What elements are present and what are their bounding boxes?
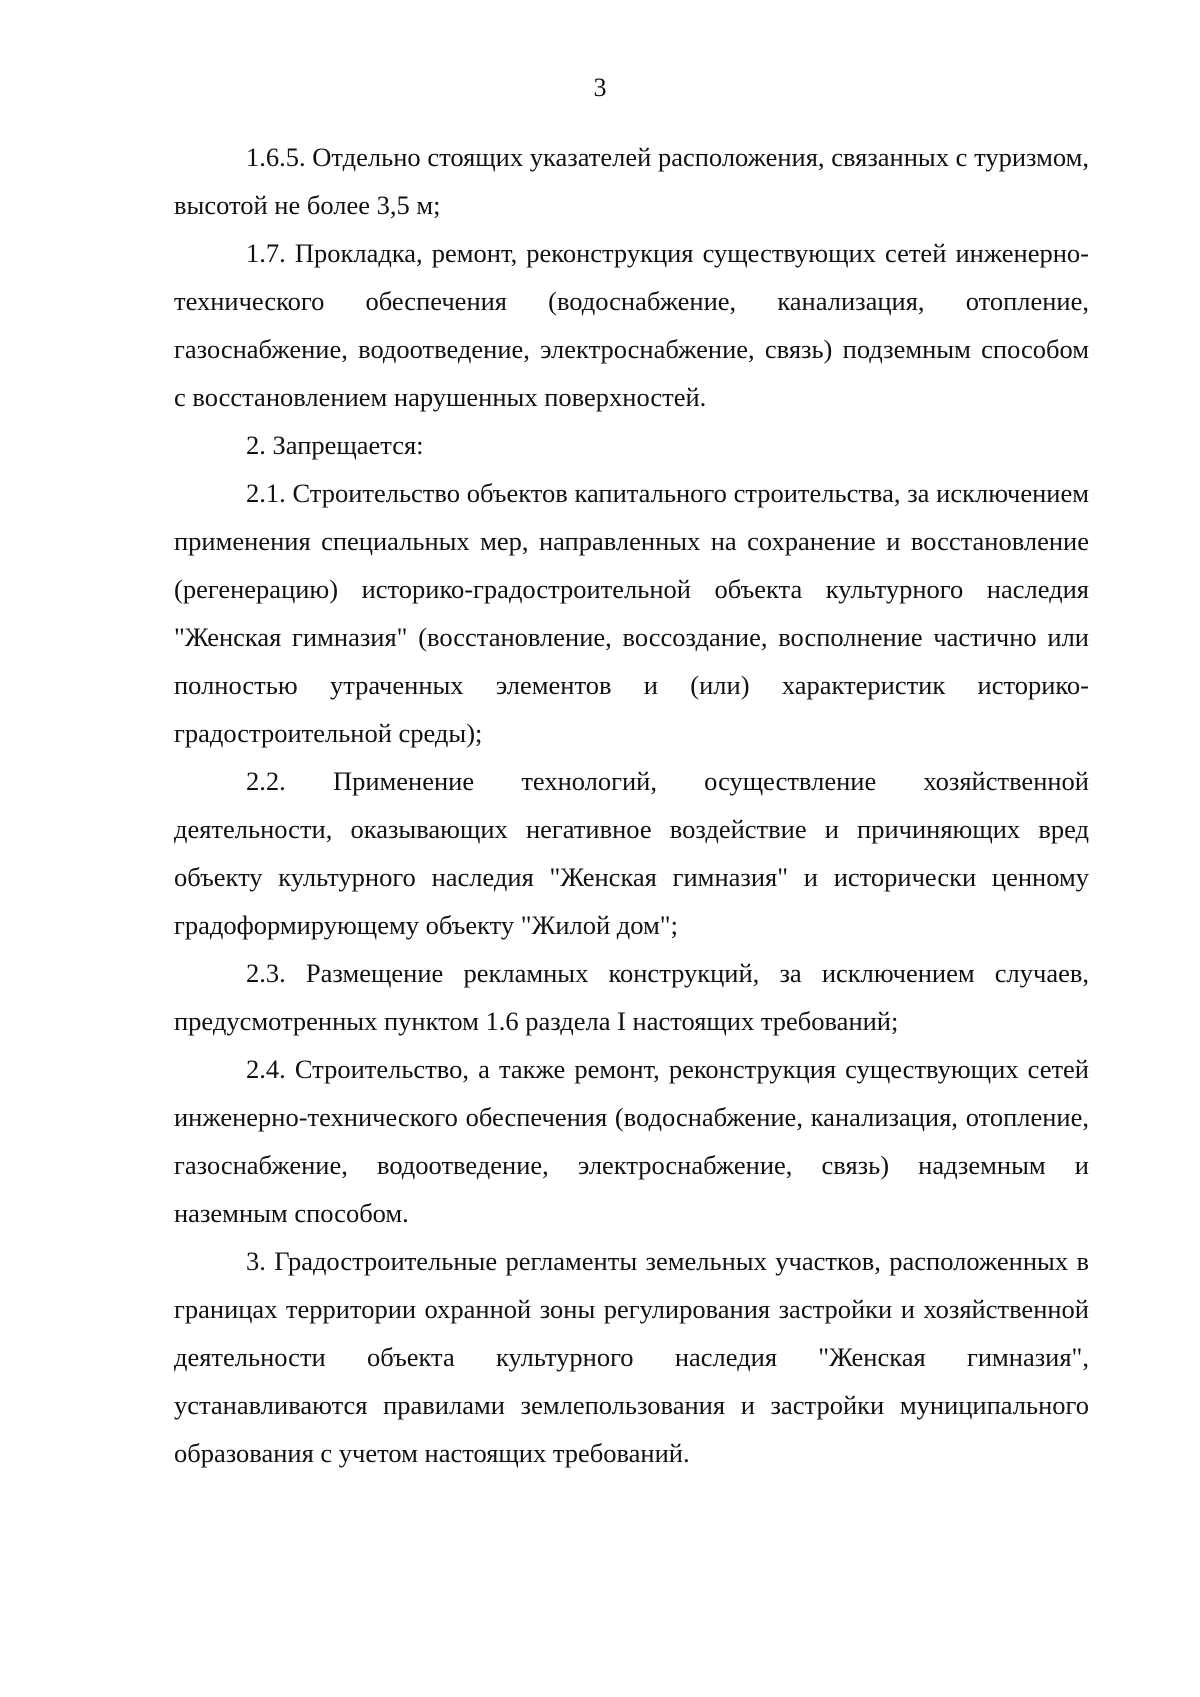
paragraph-2-4: 2.4. Строительство, а также ремонт, реконструкция существующих сетей инженерно-технического обеспечения (водоснабжение, канализация, отопление, газоснабжение, водоотведение, электроснабжение, связь) надземным и наземным способом.: [174, 1054, 1089, 1228]
page-number: 3: [593, 73, 607, 102]
paragraph-1-6-5: 1.6.5. Отдельно стоящих указателей расположения, связанных с туризмом, высотой не более 3,5 м;: [174, 142, 1089, 220]
paragraph-2-heading: 2. Запрещается:: [246, 430, 424, 460]
paragraph-2-2: 2.2. Применение технологий, осуществление хозяйственной деятельности, оказывающих негативное воздействие и причиняющих вред объекту культурного наследия "Женская гимназия" и исторически ценному градоформирующему объекту "Жилой дом";: [174, 766, 1089, 940]
document-body: [174, 133, 1089, 1477]
paragraph-2-1: 2.1. Строительство объектов капитального строительства, за исключением применения специальных мер, направленных на сохранение и восстановление (регенерацию) историко-градостроительной объекта культурного наследия "Женская гимназия" (восстановление, воссоздание, восполнение частично или полностью утраченных элементов и (или) характеристик историко-градостроительной среды);: [174, 478, 1089, 748]
paragraph-1-7: 1.7. Прокладка, ремонт, реконструкция существующих сетей инженерно-технического обеспечения (водоснабжение, канализация, отопление, газоснабжение, водоотведение, электроснабжение, связь) подземным способом с восстановлением нарушенных поверхностей.: [174, 238, 1089, 412]
paragraph-3: 3. Градостроительные регламенты земельных участков, расположенных в границах территории охранной зоны регулирования застройки и хозяйственной деятельности объекта культурного наследия "Женская гимназия", устанавливаются правилами землепользования и застройки муниципального образования с учетом настоящих требований.: [174, 1246, 1089, 1468]
paragraph-2-3: 2.3. Размещение рекламных конструкций, за исключением случаев, предусмотренных пунктом 1.6 раздела I настоящих требований;: [174, 958, 1089, 1036]
